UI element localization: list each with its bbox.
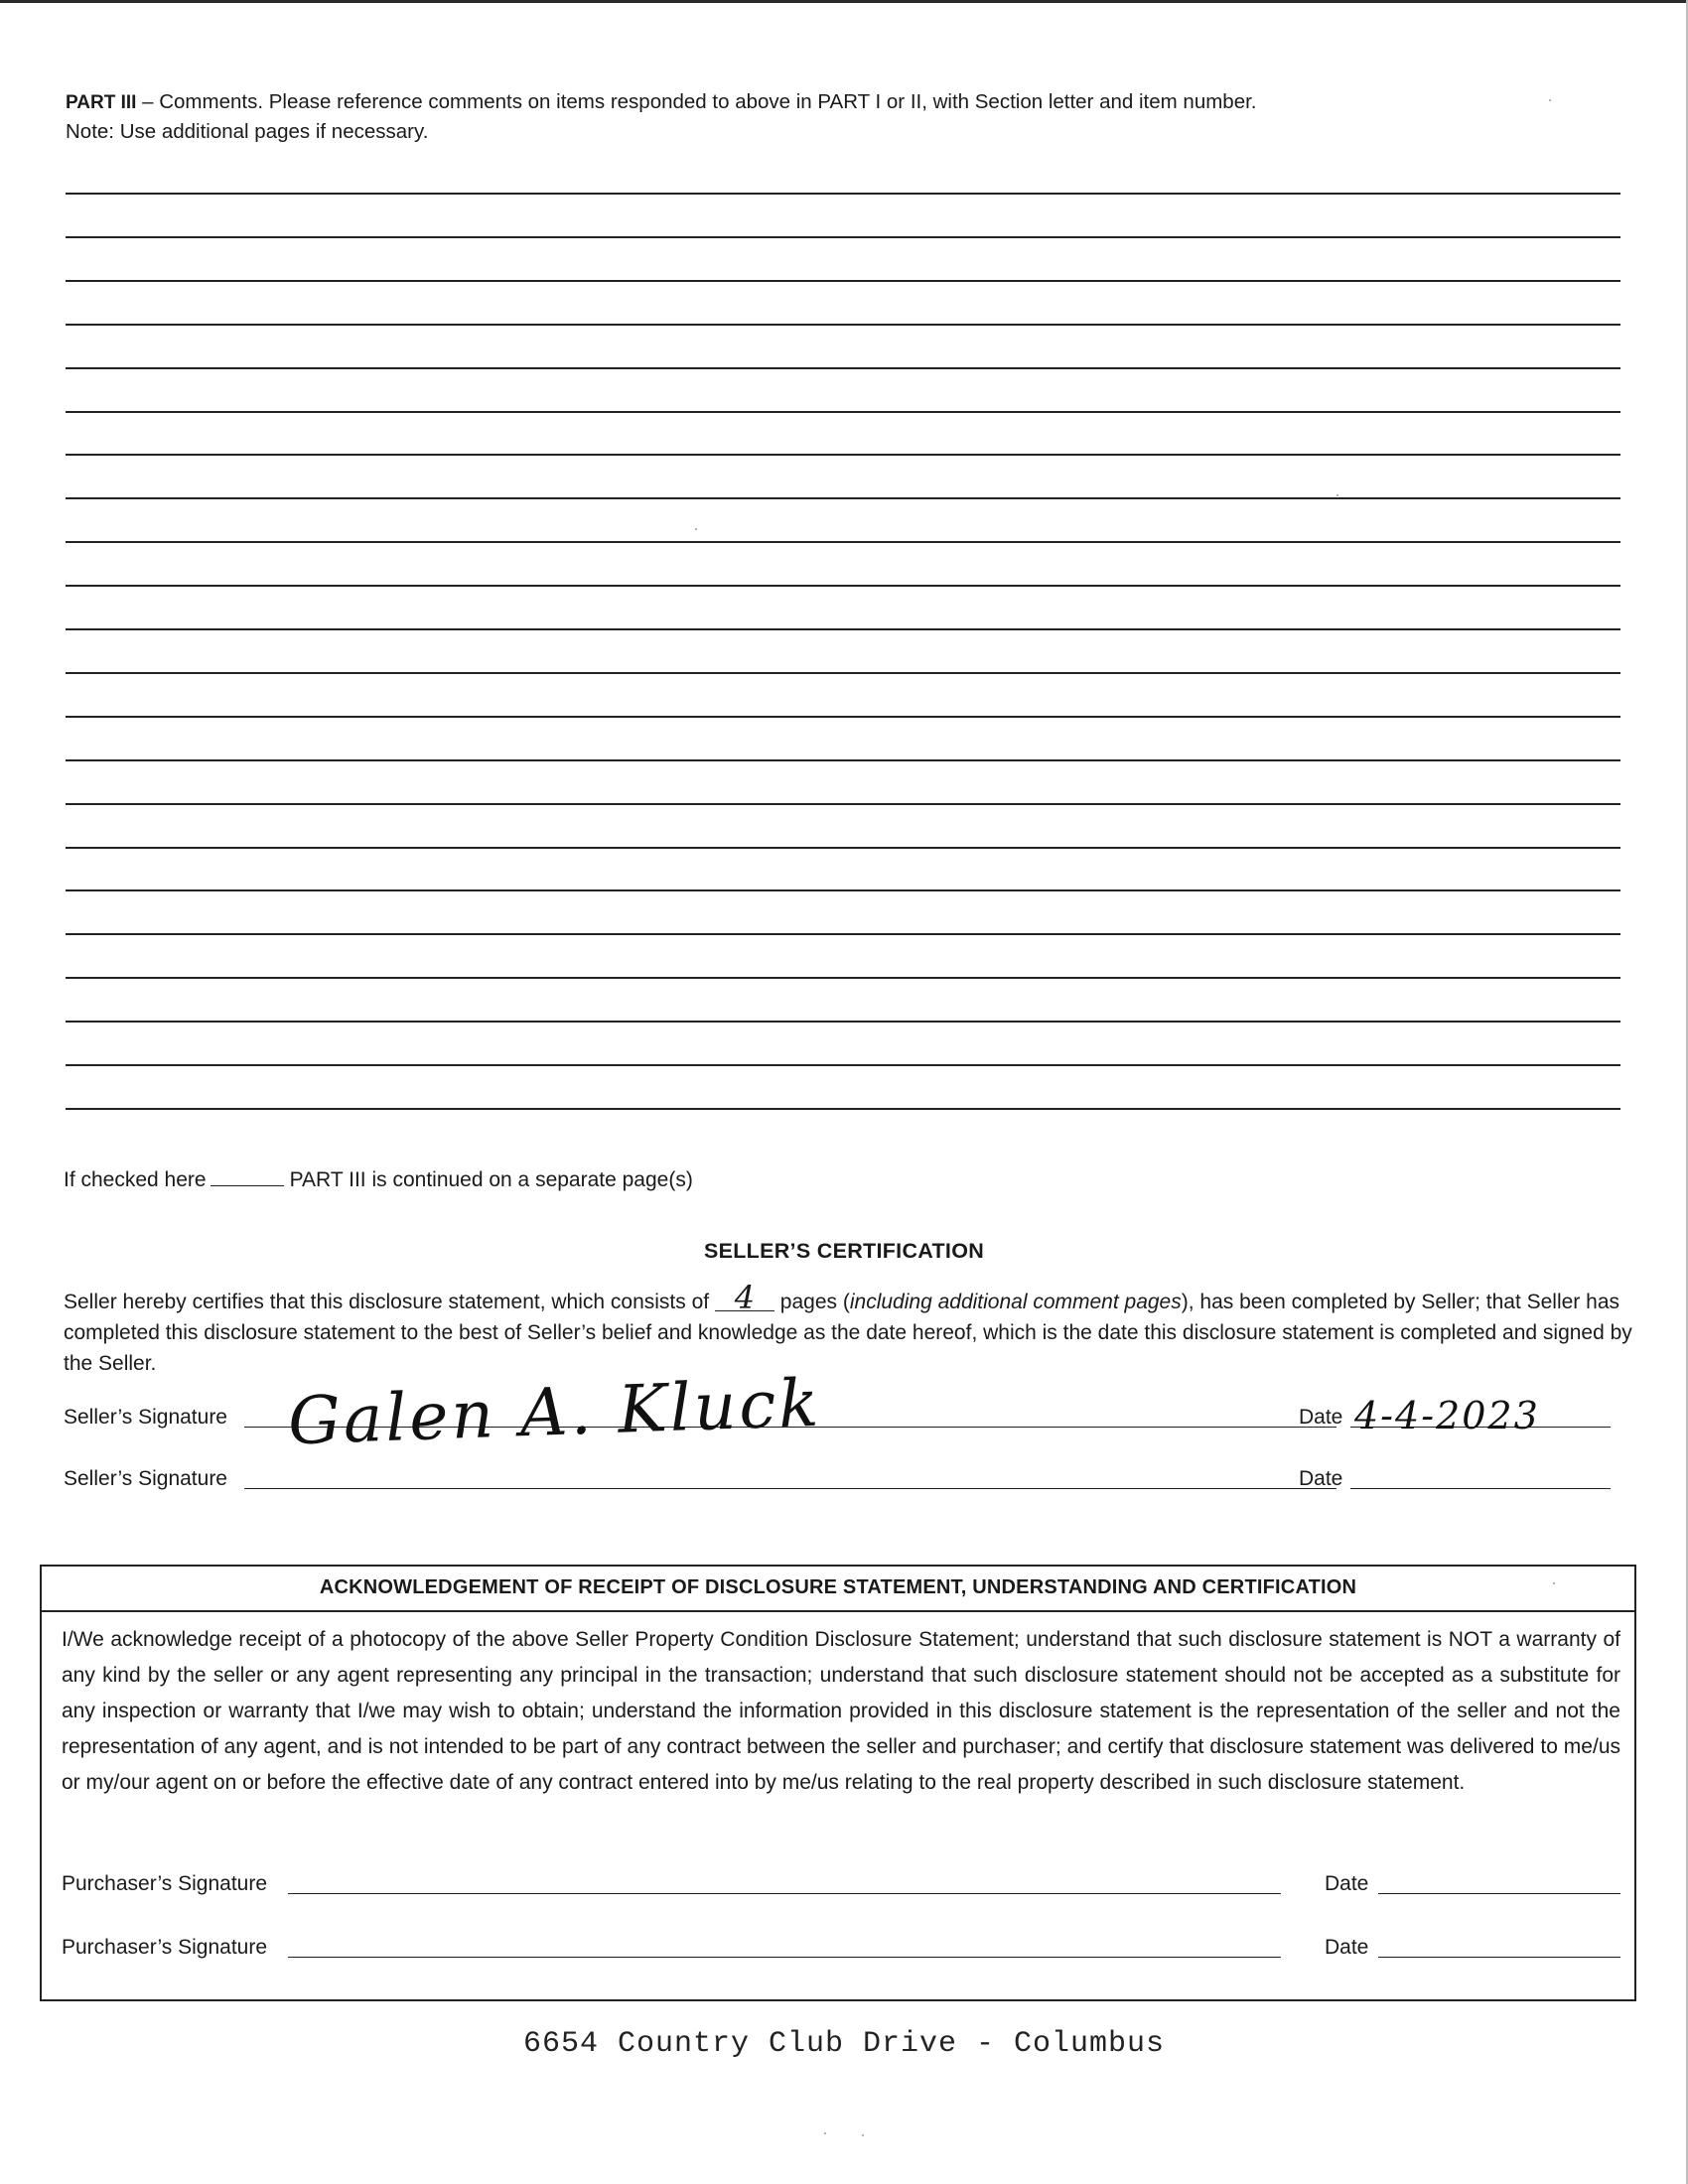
- cert-text-italic: including additional comment pages: [849, 1291, 1182, 1313]
- comment-line[interactable]: [66, 803, 1620, 805]
- acknowledgement-divider: [42, 1610, 1634, 1612]
- sellers-certification-title: SELLER’S CERTIFICATION: [703, 1239, 985, 1263]
- page-count-field[interactable]: 4: [715, 1285, 774, 1311]
- comment-line[interactable]: [66, 324, 1620, 326]
- comment-line[interactable]: [66, 759, 1620, 761]
- seller-signature-label-1: Seller’s Signature: [64, 1406, 227, 1429]
- comment-line[interactable]: [66, 236, 1620, 238]
- scan-speck: [1336, 494, 1338, 496]
- comment-line[interactable]: [66, 193, 1620, 195]
- comment-line[interactable]: [66, 411, 1620, 413]
- acknowledgement-box: [40, 1565, 1636, 2001]
- cert-text-pages: pages (: [774, 1291, 850, 1313]
- scan-speck: [695, 528, 697, 530]
- scan-speck: [1553, 1582, 1555, 1584]
- comment-line[interactable]: [66, 280, 1620, 282]
- seller-signature-row-2: [64, 1461, 1611, 1495]
- part3-label: PART III: [66, 92, 137, 113]
- purchaser-signature-line-2[interactable]: [288, 1957, 1281, 1958]
- comment-line[interactable]: [66, 628, 1620, 630]
- cert-text-before-count: Seller hereby certifies that this disclosure statement, which consists of: [64, 1291, 710, 1313]
- seller-date-handwriting: 4-4-2023: [1354, 1394, 1540, 1437]
- continued-suffix: PART III is continued on a separate page(s): [289, 1168, 693, 1191]
- continued-prefix: If checked here: [64, 1168, 207, 1191]
- continued-row: [64, 1167, 693, 1192]
- comment-line[interactable]: [66, 1021, 1620, 1023]
- part3-heading: [66, 87, 1257, 146]
- purchaser-signature-row-2: [62, 1930, 1622, 1964]
- seller-date-line-2[interactable]: [1350, 1488, 1611, 1489]
- part3-instructions: – Comments. Please reference comments on items responded to above in PART I or II, with Section letter and item number.: [136, 90, 1257, 113]
- purchaser-date-label-2: Date: [1325, 1936, 1369, 1959]
- comment-line[interactable]: [66, 933, 1620, 935]
- scan-speck: [862, 2134, 864, 2136]
- comment-line[interactable]: [66, 672, 1620, 674]
- seller-date-label-1: Date: [1299, 1406, 1343, 1429]
- purchaser-signature-row-1: [62, 1866, 1622, 1900]
- comment-line[interactable]: [66, 1108, 1620, 1110]
- comment-line[interactable]: [66, 716, 1620, 718]
- seller-signature-handwriting: Galen A. Kluck: [286, 1364, 823, 1460]
- purchaser-signature-label-1: Purchaser’s Signature: [62, 1872, 268, 1895]
- seller-signature-label-2: Seller’s Signature: [64, 1467, 227, 1490]
- seller-signature-line-2[interactable]: [244, 1488, 1336, 1489]
- footer-address: 6654 Country Club Drive - Columbus: [522, 2027, 1166, 2061]
- part3-instructions-line: [66, 87, 1257, 117]
- part3-note: Note: Use additional pages if necessary.: [66, 120, 429, 143]
- comment-line[interactable]: [66, 541, 1620, 543]
- comment-line[interactable]: [66, 454, 1620, 456]
- purchaser-signature-line-1[interactable]: [288, 1893, 1281, 1894]
- purchaser-signature-label-2: Purchaser’s Signature: [62, 1936, 268, 1959]
- comment-line[interactable]: [66, 497, 1620, 499]
- comment-line[interactable]: [66, 889, 1620, 891]
- comment-line[interactable]: [66, 585, 1620, 587]
- continued-checkbox-blank[interactable]: [211, 1167, 284, 1186]
- purchaser-date-line-1[interactable]: [1378, 1893, 1620, 1894]
- seller-date-label-2: Date: [1299, 1467, 1343, 1490]
- comment-line[interactable]: [66, 977, 1620, 979]
- comment-line[interactable]: [66, 367, 1620, 369]
- acknowledgement-text: I/We acknowledge receipt of a photocopy of the above Seller Property Condition Disclosure Statement; understand that such disclosure statement is NOT a warranty of any kind by the seller or any agent representing any principal in the transaction; understand that such disclosure statement should not be accepted as a substitute for any inspection or warranty that I/we may wish to obtain; understand the information provided in this disclosure statement is the representation of the seller and not the representation of any agent, and is not intended to be part of any contract between the seller and purchaser; and certify that disclosure statement was delivered to me/us or my/our agent on or before the effective date of any contract entered into by me/us relating to the real property described in such disclosure statement.: [62, 1628, 1620, 1794]
- acknowledgement-title: ACKNOWLEDGEMENT OF RECEIPT OF DISCLOSURE STATEMENT, UNDERSTANDING AND CERTIFICATION: [319, 1576, 1357, 1598]
- purchaser-date-label-1: Date: [1325, 1872, 1369, 1895]
- comment-line[interactable]: [66, 1064, 1620, 1066]
- sellers-certification-text: [64, 1279, 1632, 1379]
- purchaser-date-line-2[interactable]: [1378, 1957, 1620, 1958]
- scan-edge-top: [0, 0, 1688, 3]
- scan-speck: [824, 2132, 826, 2134]
- scan-speck: [1549, 99, 1551, 101]
- comment-line[interactable]: [66, 847, 1620, 849]
- cert-text-after: ), has been completed by Seller; that Seller has completed this disclosure statement to the best of Seller’s belief and knowledge as the date hereof, which is the date this disclosure statement is completed and signed by the Seller.: [64, 1291, 1632, 1375]
